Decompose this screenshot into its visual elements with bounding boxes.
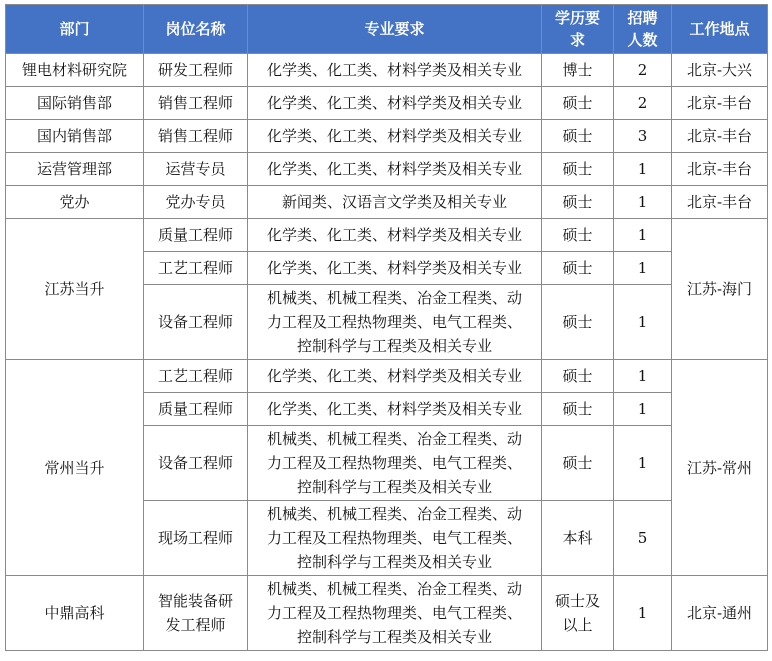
cell-count: 2: [614, 54, 672, 87]
table-row: [6, 120, 768, 153]
position-line: 智能装备研: [157, 592, 233, 610]
major-line: 控制科学与工程类及相关专业: [296, 337, 492, 355]
cell-count: 1: [614, 576, 672, 651]
cell-dept: 国际销售部: [6, 87, 144, 120]
cell-count: 2: [614, 87, 672, 120]
cell-major: [248, 501, 542, 576]
cell-major: 化学类、化工类、材料学类及相关专业: [248, 54, 542, 87]
cell-position: 质量工程师: [144, 393, 248, 426]
cell-location: 江苏-海门: [672, 219, 768, 360]
cell-count: 1: [614, 252, 672, 285]
cell-edu: 硕士: [542, 285, 614, 360]
cell-dept: 党办: [6, 186, 144, 219]
cell-edu: 硕士: [542, 426, 614, 501]
major-line: 控制科学与工程类及相关专业: [296, 478, 492, 496]
major-line: 力工程及工程热物理类、电气工程类、: [266, 529, 522, 547]
cell-location: 北京-通州: [672, 576, 768, 651]
cell-major: 化学类、化工类、材料学类及相关专业: [248, 87, 542, 120]
cell-location: 北京-丰台: [672, 120, 768, 153]
major-line: 控制科学与工程类及相关专业: [296, 553, 492, 571]
cell-count: 1: [614, 285, 672, 360]
edu-line: 硕士及: [554, 592, 600, 610]
cell-position: 现场工程师: [144, 501, 248, 576]
cell-position: 质量工程师: [144, 219, 248, 252]
cell-count: 5: [614, 501, 672, 576]
table-row: [6, 576, 768, 651]
cell-edu: 本科: [542, 501, 614, 576]
header-row: [6, 5, 768, 54]
cell-count: 1: [614, 426, 672, 501]
cell-position: 研发工程师: [144, 54, 248, 87]
cell-edu: 硕士: [542, 393, 614, 426]
cell-location: 北京-丰台: [672, 186, 768, 219]
cell-location: 北京-大兴: [672, 54, 768, 87]
cell-location: 北京-丰台: [672, 87, 768, 120]
cell-major: 化学类、化工类、材料学类及相关专业: [248, 120, 542, 153]
cell-location: 北京-丰台: [672, 153, 768, 186]
cell-edu: 硕士: [542, 87, 614, 120]
cell-major: 化学类、化工类、材料学类及相关专业: [248, 252, 542, 285]
cell-edu: 硕士: [542, 252, 614, 285]
cell-location: 江苏-常州: [672, 360, 768, 576]
cell-edu: 硕士: [542, 219, 614, 252]
header-edu: 学历要求: [542, 5, 614, 54]
cell-position: 工艺工程师: [144, 360, 248, 393]
cell-major: [248, 576, 542, 651]
position-line: 发工程师: [165, 616, 226, 634]
recruitment-table: [5, 4, 768, 651]
major-line: 控制科学与工程类及相关专业: [296, 628, 492, 646]
cell-dept: 中鼎高科: [6, 576, 144, 651]
header-location: 工作地点: [672, 5, 768, 54]
cell-position: 销售工程师: [144, 87, 248, 120]
cell-major: 化学类、化工类、材料学类及相关专业: [248, 393, 542, 426]
header-dept: 部门: [6, 5, 144, 54]
cell-count: 1: [614, 186, 672, 219]
cell-count: 1: [614, 219, 672, 252]
cell-dept: 常州当升: [6, 360, 144, 576]
cell-edu: 硕士: [542, 120, 614, 153]
table-row: [6, 54, 768, 87]
major-line: 机械类、机械工程类、冶金工程类、动: [266, 580, 522, 598]
table-row: [6, 186, 768, 219]
major-line: 力工程及工程热物理类、电气工程类、: [266, 604, 522, 622]
table-row: [6, 153, 768, 186]
cell-position: 设备工程师: [144, 426, 248, 501]
major-line: 机械类、机械工程类、冶金工程类、动: [266, 430, 522, 448]
cell-position: 运营专员: [144, 153, 248, 186]
cell-position: 销售工程师: [144, 120, 248, 153]
cell-dept: 锂电材料研究院: [6, 54, 144, 87]
cell-dept: 江苏当升: [6, 219, 144, 360]
cell-count: 1: [614, 153, 672, 186]
major-line: 力工程及工程热物理类、电气工程类、: [266, 313, 522, 331]
cell-count: 1: [614, 360, 672, 393]
table-row: [6, 87, 768, 120]
cell-major: 化学类、化工类、材料学类及相关专业: [248, 153, 542, 186]
cell-major: [248, 285, 542, 360]
cell-count: 3: [614, 120, 672, 153]
cell-position: 工艺工程师: [144, 252, 248, 285]
major-line: 机械类、机械工程类、冶金工程类、动: [266, 289, 522, 307]
cell-major: [248, 426, 542, 501]
cell-position: 设备工程师: [144, 285, 248, 360]
cell-major: 化学类、化工类、材料学类及相关专业: [248, 360, 542, 393]
cell-edu: 硕士: [542, 360, 614, 393]
cell-edu: 硕士: [542, 186, 614, 219]
major-line: 力工程及工程热物理类、电气工程类、: [266, 454, 522, 472]
header-position: 岗位名称: [144, 5, 248, 54]
cell-edu: 硕士: [542, 153, 614, 186]
cell-major: 新闻类、汉语言文学类及相关专业: [248, 186, 542, 219]
cell-dept: 国内销售部: [6, 120, 144, 153]
cell-dept: 运营管理部: [6, 153, 144, 186]
major-line: 机械类、机械工程类、冶金工程类、动: [266, 505, 522, 523]
cell-position: 党办专员: [144, 186, 248, 219]
edu-line: 以上: [562, 616, 593, 634]
cell-count: 1: [614, 393, 672, 426]
cell-major: 化学类、化工类、材料学类及相关专业: [248, 219, 542, 252]
cell-edu: [542, 576, 614, 651]
header-major: 专业要求: [248, 5, 542, 54]
cell-edu: 博士: [542, 54, 614, 87]
table-row: [6, 219, 768, 252]
header-count: 招聘人数: [614, 5, 672, 54]
cell-position: [144, 576, 248, 651]
table-row: [6, 360, 768, 393]
